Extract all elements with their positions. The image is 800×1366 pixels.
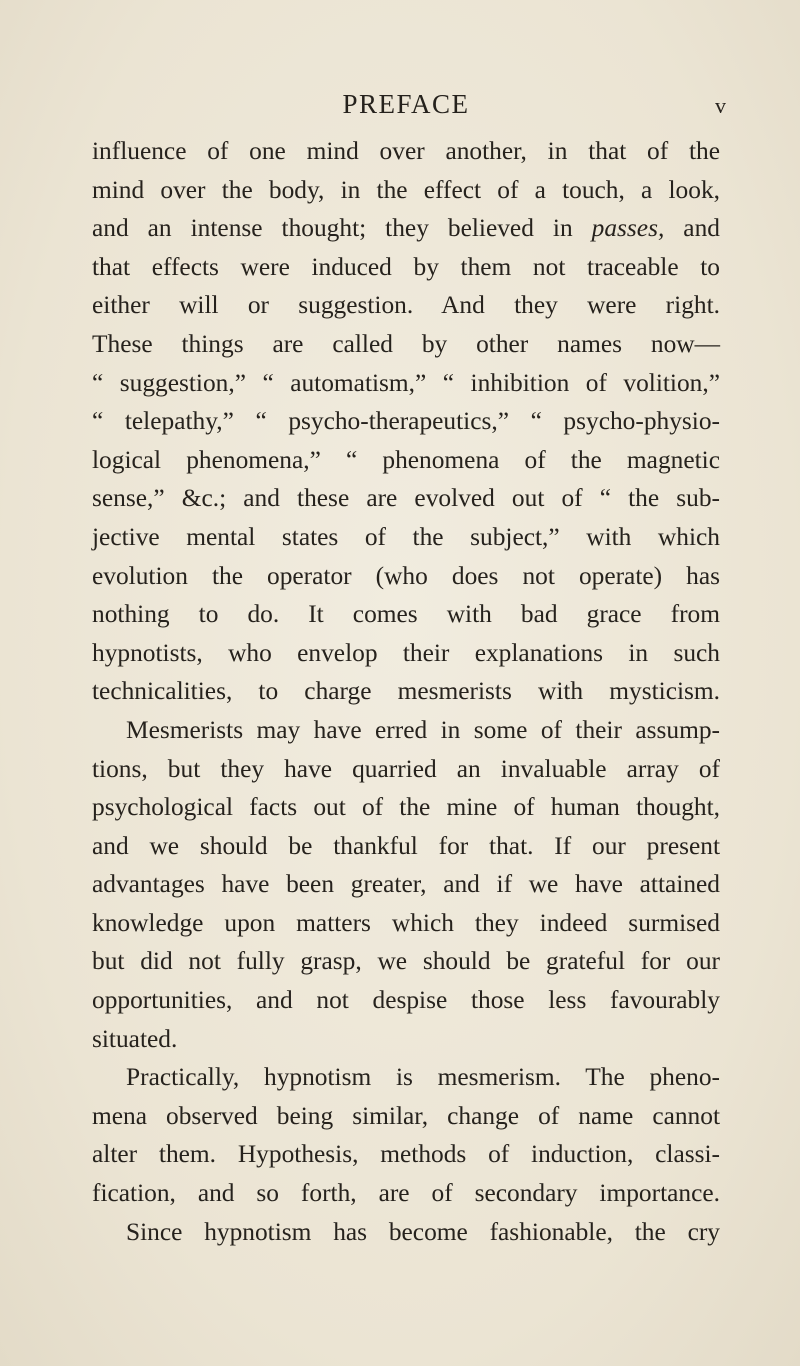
text-line: Practically, hypnotism is mesmerism. The pheno-	[126, 1063, 720, 1092]
text-line: “ telepathy,” “ psycho-therapeutics,” “ psycho-physio-	[92, 407, 720, 436]
text-line: evolution the operator (who does not operate) has	[92, 561, 720, 590]
text-line: opportunities, and not despise those less favourably	[92, 986, 720, 1015]
text-line	[92, 209, 720, 248]
text-line: knowledge upon matters which they indeed surmised	[92, 908, 720, 937]
text-line: Since hypnotism has become fashionable, the cry	[126, 1217, 720, 1246]
text-line: tions, but they have quarried an invaluable array of	[92, 754, 720, 783]
body-text	[92, 132, 720, 1251]
text-line: “ suggestion,” “ automatism,” “ inhibition of volition,”	[92, 368, 720, 397]
text-line: and we should be thankful for that. If our present	[92, 831, 720, 860]
text-line: Mesmerists may have erred in some of their assump-	[126, 715, 720, 744]
text-line: fication, and so forth, are of secondary importance.	[92, 1179, 720, 1208]
text-line: sense,” &c.; and these are evolved out of “ the sub-	[92, 484, 720, 513]
text-line: but did not fully grasp, we should be grateful for our	[92, 947, 720, 976]
text-line: alter them. Hypothesis, methods of induction, classi-	[92, 1140, 720, 1169]
running-head: PREFACE	[342, 89, 470, 119]
page-number: v	[715, 93, 726, 118]
text-line: logical phenomena,” “ phenomena of the magnetic	[92, 445, 720, 474]
text-line: influence of one mind over another, in that of the	[92, 137, 720, 165]
text-line: technicalities, to charge mesmerists with mysticism.	[92, 677, 720, 706]
text-line: nothing to do. It comes with bad grace from	[92, 600, 720, 629]
page-header	[92, 86, 726, 126]
italic-word: passes,	[591, 214, 665, 243]
text-line: mind over the body, in the effect of a touch, a look,	[92, 175, 720, 204]
text-line: mena observed being similar, change of name cannot	[92, 1101, 720, 1130]
text-line: either will or suggestion. And they were right.	[92, 291, 720, 320]
text-segment: and an intense thought; they believed in	[92, 214, 573, 243]
text-line: psychological facts out of the mine of human thought,	[92, 793, 720, 822]
text-line: situated.	[92, 1024, 178, 1053]
text-line: advantages have been greater, and if we have attained	[92, 870, 720, 899]
text-line: hypnotists, who envelop their explanations in such	[92, 638, 720, 667]
text-segment: and	[683, 214, 720, 243]
text-line: jective mental states of the subject,” with which	[92, 522, 720, 551]
text-line: These things are called by other names now—	[92, 329, 720, 358]
text-line: that effects were induced by them not traceable to	[92, 252, 720, 281]
